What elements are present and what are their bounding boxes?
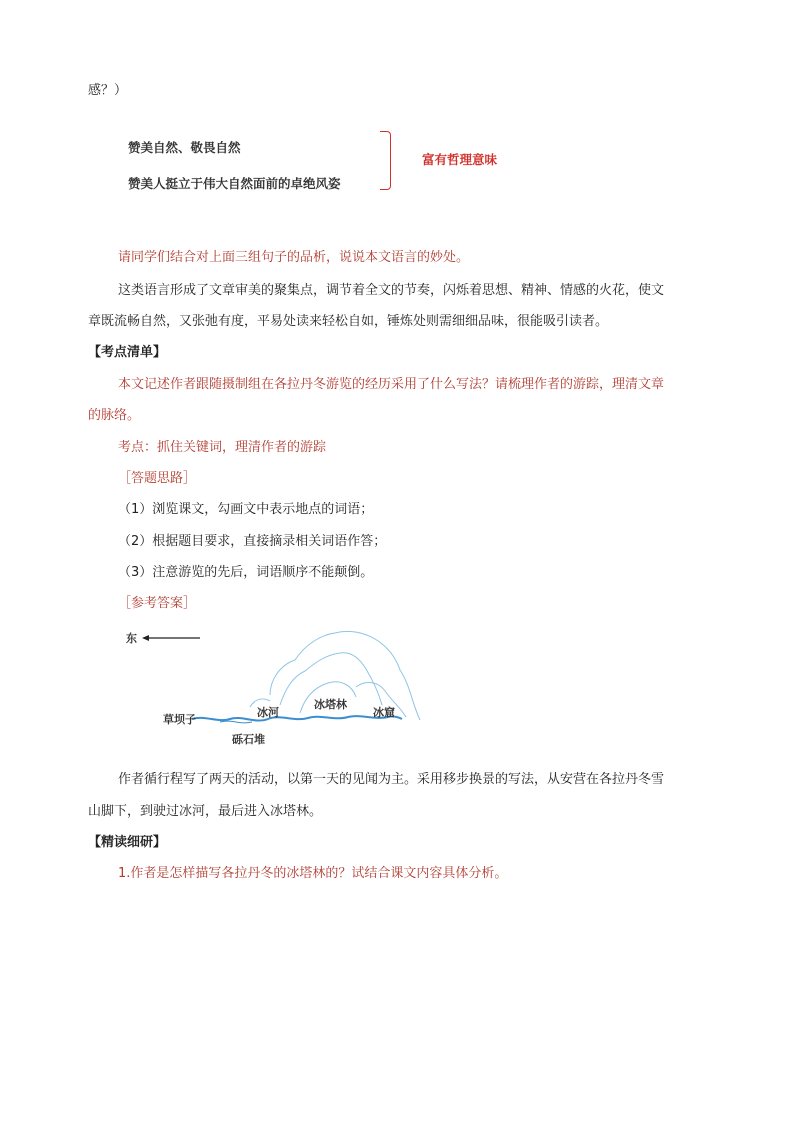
route-map-drawing xyxy=(120,625,440,750)
summary-item-2: 赞美人挺立于伟大自然面前的卓绝风姿 xyxy=(128,176,341,191)
route-map xyxy=(120,625,440,750)
label-lishidui: 砾石堆 xyxy=(232,733,265,746)
step-3: （3）注意游览的先后，词语顺序不能颠倒。 xyxy=(118,565,374,580)
label-bingku: 冰窟 xyxy=(373,706,395,719)
top-fragment: 感？） xyxy=(88,83,128,98)
silu-title: ［答题思路］ xyxy=(118,471,197,486)
label-caobazi: 草坝子 xyxy=(163,713,196,726)
step-1: （1）浏览课文，勾画文中表示地点的词语； xyxy=(118,502,374,517)
para-answer-line-2: 章既流畅自然，又张弛有度，平易处读来轻松自如，锤炼处则需细细品味，很能吸引读者。 xyxy=(88,314,609,329)
summary-item-1: 赞美自然、敬畏自然 xyxy=(128,140,241,155)
bracket xyxy=(380,131,391,190)
river-wave xyxy=(220,721,252,723)
summary-conclusion: 富有哲理意味 xyxy=(422,152,498,167)
question-line-2: 的脉络。 xyxy=(88,408,141,423)
para-answer-line-1: 这类语言形成了文章审美的聚集点，调节着全文的节奏，闪烁着思想、精神、情感的火花，使文 xyxy=(118,283,665,298)
answer-line-2: 山脚下，到驶过冰河，最后进入冰塔林。 xyxy=(88,804,323,819)
answer-line-1: 作者循行程写了两天的活动，以第一天的见闻为主。采用移步换景的写法，从安营在各拉丹冬雪 xyxy=(118,772,665,787)
label-binghe: 冰河 xyxy=(257,706,279,719)
river xyxy=(192,716,402,720)
kaodian: 考点：抓住关键词，理清作者的游踪 xyxy=(118,440,327,455)
label-bingtalin: 冰塔林 xyxy=(314,698,347,711)
section-kaodian: 【考点清单】 xyxy=(88,345,167,360)
step-2: （2）根据题目要求，直接摘录相关词语作答； xyxy=(118,534,387,549)
label-east: 东 xyxy=(126,632,137,645)
east-arrow-head xyxy=(142,635,149,641)
section-jingdu: 【精读细研】 xyxy=(88,835,167,850)
para-question: 请同学们结合对上面三组句子的品析，说说本文语言的妙处。 xyxy=(118,250,470,265)
question-2: 1.作者是怎样描写各拉丹冬的冰塔林的？试结合课文内容具体分析。 xyxy=(118,866,508,881)
answer-title: ［参考答案］ xyxy=(118,596,197,611)
question-line-1: 本文记述作者跟随摄制组在各拉丹冬游览的经历采用了什么写法？请梳理作者的游踪，理清文章 xyxy=(118,377,665,392)
